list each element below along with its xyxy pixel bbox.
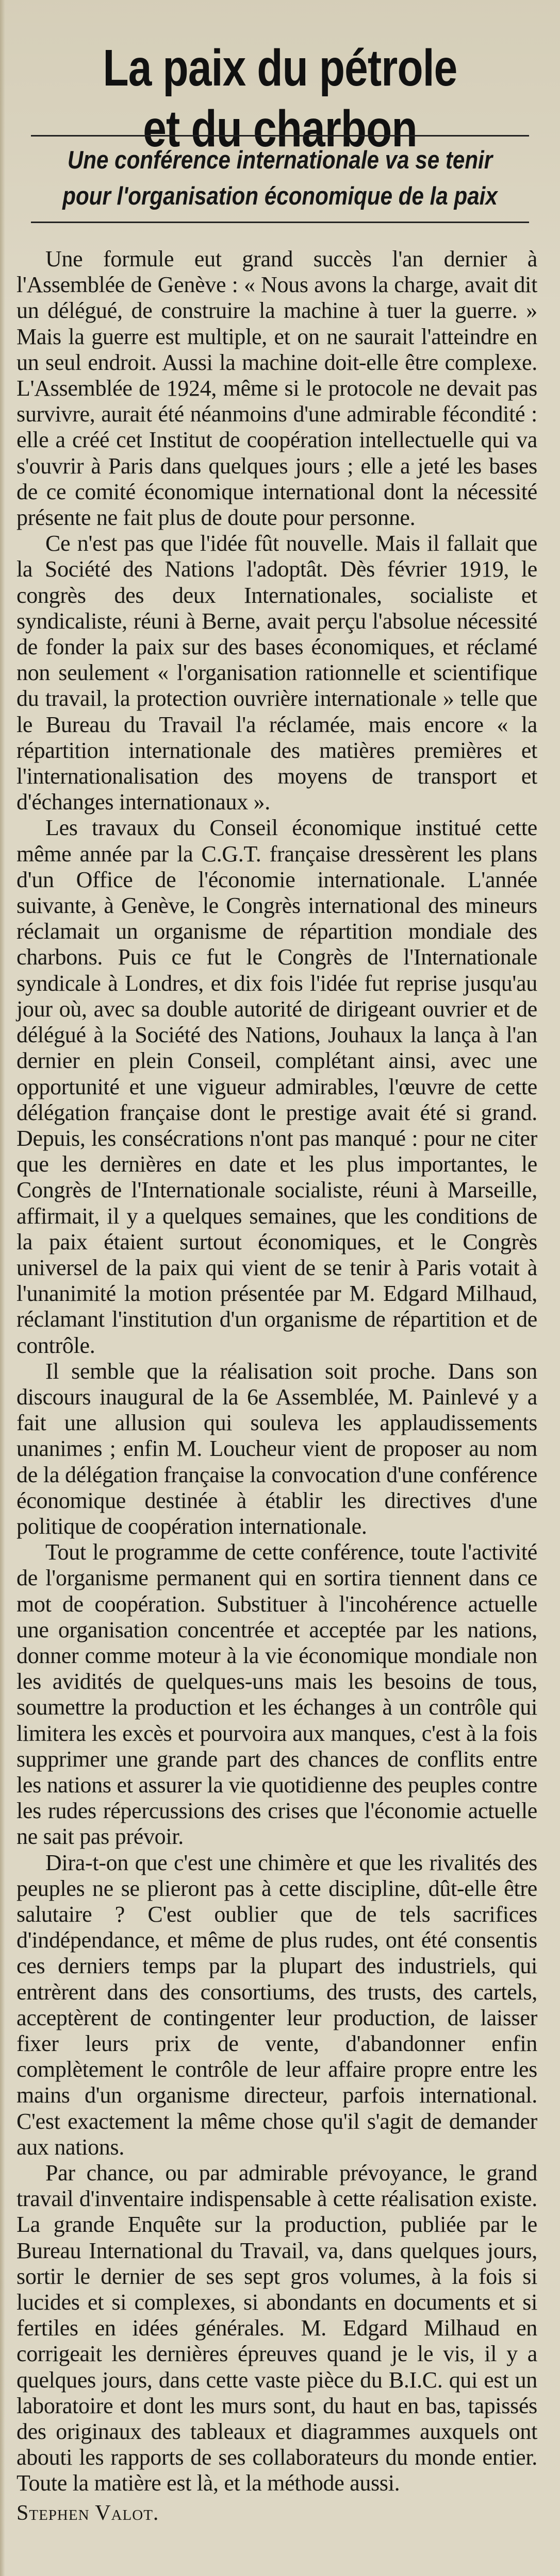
article-paragraph-5: Tout le programme de cette conférence, toute l'activité de l'organisme permanent qui en sortira tiennent dans ce mot de coopération. Substituer à l'incohérence actuelle une organisation concentrée et acceptée par les nations, donner comme moteur à la vie économique mondiale non les avidités de quelques-uns mais les besoins de tous, soumettre la production et les échanges à un contrôle qui limitera les excès et pourvoira aux manques, c'est à la fois supprimer une grande part des chances de conflits entre les nations et assurer la vie quotidienne des peuples contre les rudes répercussions des crises que l'économie actuelle ne sait pas prévoir. xyxy=(17,1539,537,1850)
subheadline-block xyxy=(10,135,550,233)
article-paragraph-6: Dira-t-on que c'est une chimère et que les rivalités des peuples ne se plieront pas à cette discipline, dût-elle être salutaire ? C'est oublier que de tels sacrifices d'indépendance, et même de plus rudes, ont été consentis ces derniers temps par la plupart des industriels, qui entrèrent dans des consortiums, des trusts, des cartels, acceptèrent de contingenter leur production, de laisser fixer leurs prix de vente, d'abandonner enfin complètement le contrôle de leur affaire propre entre les mains d'un organisme directeur, parfois international. C'est exactement la même chose qu'il s'agit de demander aux nations. xyxy=(17,1850,537,2160)
headline-line-2: et du charbon xyxy=(143,100,417,158)
page-edge-shadow xyxy=(0,0,5,2576)
article-paragraph-4: Il semble que la réalisation soit proche. Dans son discours inaugural de la 6e Assemblée, M. Painlevé y a fait une allusion qui souleva les applaudissements unanimes ; enfin M. Loucheur vient de proposer au nom de la délégation française la convocation d'une conférence économique destinée à établir les directives d'une politique de coopération internationale. xyxy=(17,1358,537,1539)
headline-line-1: La paix du pétrole xyxy=(103,39,457,97)
article-signature: Stephen Valot. xyxy=(17,2501,159,2525)
subheadline-line-2: pour l'organisation économique de la paix xyxy=(62,182,498,210)
article-subheadline xyxy=(48,142,512,214)
article-paragraph-7: Par chance, ou par admirable prévoyance, le grand travail d'inventaire indispensable à cette réalisation existe. La grande Enquête sur la production, publiée par le Bureau International du Travail, va, dans quelques jours, sortir le dernier de ses sept gros volumes, à la fois si lucides et si complexes, si abondants en documents et si fertiles en idées générales. M. Edgard Milhaud en corrigeait les dernières épreuves quand je le vis, il y a quelques jours, dans cette vaste pièce du B.I.C. qui est un laboratoire et dont les murs sont, du haut en bas, tapissés des originaux des tableaux et diagrammes auxquels ont abouti les rapports de ses collaborateurs du monde entier. Toute la matière est là, et la méthode aussi. xyxy=(17,2160,537,2496)
divider-rule-bottom xyxy=(31,222,529,223)
divider-rule-top xyxy=(31,135,529,137)
subheadline-line-1: Une conférence internationale va se tenir xyxy=(67,146,493,174)
article-paragraph-3: Les travaux du Conseil économique institué cette même année par la C.G.T. française dressèrent les plans d'un Office de l'économie internationale. L'année suivante, à Genève, le Congrès international des mineurs réclamait un organisme de répartition mondiale des charbons. Puis ce fut le Congrès de l'Internationale syndicale à Londres, et dix fois l'idée fut reprise jusqu'au jour où, avec sa double autorité de dirigeant ouvrier et de délégué à la Société des Nations, Jouhaux la lança à l'an dernier en plein Conseil, complétant ainsi, avec une opportunité et une vigueur admirables, l'œuvre de cette délégation française dont le prestige avait été si grand. Depuis, les consécrations n'ont pas manqué : pour ne citer que les dernières en date et les plus importantes, le Congrès de l'Internationale socialiste, réuni à Marseille, affirmait, il y a quelques semaines, que les conditions de la paix étaient surtout économiques, et le Congrès universel de la paix qui vient de se tenir à Paris votait à l'unanimité la motion présentée par M. Edgard Milhaud, réclamant l'institution d'un organisme de répartition et de contrôle. xyxy=(17,815,537,1358)
article-paragraph-2: Ce n'est pas que l'idée fût nouvelle. Mais il fallait que la Société des Nations l'adoptât. Dès février 1919, le congrès des deux Internationales, socialiste et syndicaliste, réuni à Berne, avait perçu l'absolue nécessité de fonder la paix sur des bases économiques, et réclamé non seulement « l'organisation rationnelle et scientifique du travail, la protection ouvrière internationale » telle que le Bureau du Travail l'a réclamée, mais encore « la répartition internationale des matières premières et l'internationalisation des moyens de transport et d'échanges internationaux ». xyxy=(17,531,537,815)
article-body xyxy=(17,246,537,2497)
article-paragraph-1: Une formule eut grand succès l'an dernier à l'Assemblée de Genève : « Nous avons la charge, avait dit un délégué, de construire la machine à tuer la guerre. » Mais la guerre est multiple, et on ne saurait l'atteindre en un seul endroit. Aussi la machine doit-elle être complexe. L'Assemblée de 1924, même si le protocole ne devait pas survivre, aurait été néanmoins d'une admirable fécondité : elle a créé cet Institut de coopération intellectuelle qui va s'ouvrir à Paris dans quelques jours ; elle a jeté les bases de ce comité économique international dont la nécessité présente ne fait plus de doute pour personne. xyxy=(17,246,537,531)
